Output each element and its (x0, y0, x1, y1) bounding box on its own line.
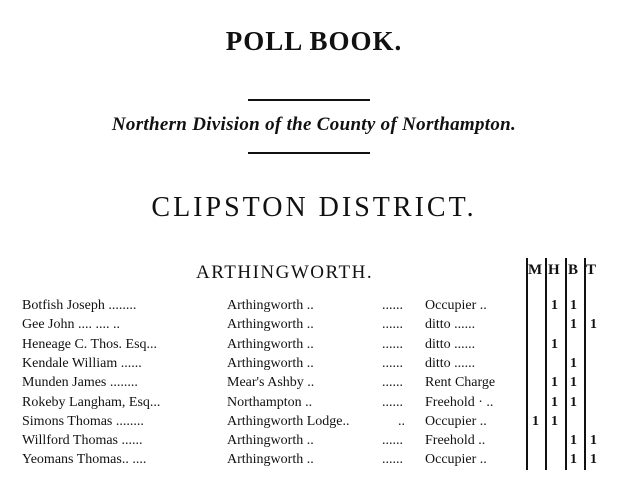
table-row (0, 412, 628, 431)
leader-dots: ...... (382, 394, 403, 410)
district-heading: CLIPSTON DISTRICT. (151, 192, 477, 223)
voter-name: Simons Thomas ........ (22, 413, 144, 429)
table-row (0, 315, 628, 334)
column-header-b: B (568, 262, 579, 278)
vote-mark: 1 (570, 355, 577, 371)
column-header-m: M (528, 262, 543, 278)
voter-place: Arthingworth .. (227, 355, 314, 371)
table-row (0, 335, 628, 354)
voter-place: Arthingworth .. (227, 433, 314, 449)
divider-top (248, 99, 370, 101)
vote-mark: 1 (590, 317, 597, 333)
leader-dots: ...... (382, 375, 403, 391)
column-header-t: T (586, 262, 597, 278)
vote-mark: 1 (590, 433, 597, 449)
voter-name: Rokeby Langham, Esq... (22, 394, 161, 410)
voter-qualification: ditto ...... (425, 355, 476, 371)
leader-dots: ...... (382, 298, 403, 313)
voter-name: Gee John .... .... .. (22, 317, 120, 333)
table-row (0, 354, 628, 373)
table-row (0, 431, 628, 450)
voter-place: Mear's Ashby .. (227, 375, 315, 391)
division-subtitle: Northern Division of the County of Northampton. (111, 114, 517, 135)
vote-mark: 1 (590, 452, 597, 468)
voter-name: Munden James ........ (22, 375, 138, 391)
vote-mark: 1 (570, 317, 577, 333)
voter-place: Arthingworth .. (227, 336, 314, 352)
leader-dots: ...... (382, 433, 403, 449)
column-header-h: H (548, 262, 560, 278)
vote-mark: 1 (570, 375, 577, 391)
leader-dots: ...... (382, 336, 403, 352)
vote-mark: 1 (570, 452, 577, 468)
voter-place: Northampton .. (227, 394, 313, 410)
voter-place: Arthingworth .. (227, 317, 314, 333)
voter-qualification: ditto ...... (425, 336, 476, 352)
voter-qualification: Occupier .. (425, 298, 487, 313)
table-row (0, 296, 628, 315)
voter-qualification: Occupier .. (425, 452, 487, 468)
table-row (0, 373, 628, 392)
leader-dots: ...... (382, 355, 403, 371)
vote-mark: 1 (532, 413, 539, 429)
vote-mark: 1 (551, 336, 558, 352)
table-row (0, 450, 628, 469)
voter-name: Kendale William ...... (22, 355, 142, 371)
vote-mark: 1 (570, 298, 577, 313)
parish-heading: ARTHINGWORTH. (196, 262, 374, 283)
voter-qualification: Freehold · .. (425, 394, 494, 410)
vote-mark: 1 (570, 433, 577, 449)
voter-name: Willford Thomas ...... (22, 433, 143, 449)
voter-place: Arthingworth .. (227, 452, 314, 468)
leader-dots: ...... (382, 452, 403, 468)
vote-mark: 1 (551, 413, 558, 429)
page-title: POLL BOOK. (225, 26, 403, 56)
leader-dots: .. (398, 413, 405, 429)
voter-name: Yeomans Thomas.. .... (22, 452, 147, 468)
voter-qualification: Rent Charge (425, 375, 496, 391)
voter-name: Heneage C. Thos. Esq... (22, 336, 158, 352)
table-row (0, 393, 628, 412)
vote-mark: 1 (551, 394, 558, 410)
voter-name: Botfish Joseph ........ (22, 298, 137, 313)
voter-place: Arthingworth .. (227, 298, 314, 313)
leader-dots: ...... (382, 317, 403, 333)
voter-place: Arthingworth Lodge.. (227, 413, 350, 429)
voter-qualification: Occupier .. (425, 413, 487, 429)
voter-qualification: Freehold .. (425, 433, 486, 449)
voter-qualification: ditto ...... (425, 317, 476, 333)
vote-mark: 1 (551, 375, 558, 391)
divider-bottom (248, 152, 370, 154)
vote-mark: 1 (551, 298, 558, 313)
vote-mark: 1 (570, 394, 577, 410)
